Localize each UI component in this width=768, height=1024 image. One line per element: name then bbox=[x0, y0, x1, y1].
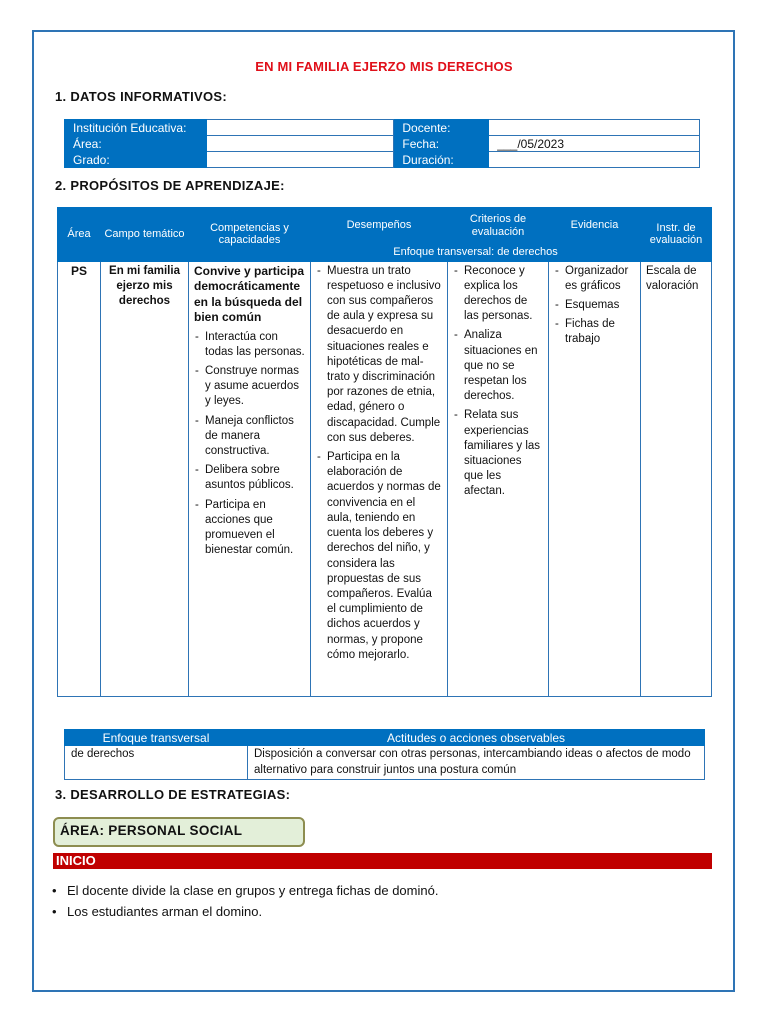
page-title: EN MI FAMILIA EJERZO MIS DERECHOS bbox=[255, 59, 513, 74]
header-desempenos: Desempeños bbox=[311, 208, 448, 244]
list-item: - Participa en acciones que promueven el bienestar común. bbox=[194, 498, 305, 559]
capacidades-list bbox=[194, 330, 305, 559]
cell-evidencia bbox=[549, 261, 641, 696]
list-item: - Maneja conflictos de manera constructiva. bbox=[194, 414, 305, 460]
cell-competencias bbox=[189, 261, 311, 696]
field-institucion[interactable] bbox=[206, 120, 394, 136]
enfoque-cell: de derechos bbox=[65, 746, 248, 780]
criterios-list bbox=[453, 264, 543, 500]
evidencia-list bbox=[554, 264, 635, 348]
cell-campo: En mi familia ejerzo mis derechos bbox=[101, 261, 189, 696]
list-item: • Los estudiantes arman el domino. bbox=[52, 903, 438, 920]
actitudes-header: Actitudes o acciones observables bbox=[248, 730, 705, 746]
list-item: - Analiza situaciones en que no se respetan los derechos. bbox=[453, 328, 543, 404]
inicio-bar: INICIO bbox=[53, 853, 712, 869]
field-duracion[interactable] bbox=[489, 152, 700, 168]
cell-area: PS bbox=[58, 261, 101, 696]
list-item: - Interactúa con todas las personas. bbox=[194, 330, 305, 360]
section-desarrollo: 3. DESARROLLO DE ESTRATEGIAS: bbox=[55, 787, 291, 802]
list-item: - Reconoce y explica los derechos de las personas. bbox=[453, 264, 543, 325]
cell-desempenos bbox=[311, 261, 448, 696]
competencia-title: Convive y participa democráticamente en la búsqueda del bien común bbox=[194, 263, 305, 325]
enfoque-header: Enfoque transversal bbox=[65, 730, 248, 746]
list-item: - Construye normas y asume acuerdos y leyes. bbox=[194, 364, 305, 410]
field-grado[interactable] bbox=[206, 152, 394, 168]
propositos-table bbox=[57, 207, 712, 697]
header-criterios: Criterios de evaluación bbox=[448, 208, 549, 244]
datos-table bbox=[64, 119, 700, 168]
cell-instrumento: Escala de valoración bbox=[641, 261, 712, 696]
header-campo: Campo temático bbox=[101, 208, 189, 262]
label-grado: Grado: bbox=[65, 152, 207, 168]
section-datos-informativos: 1. DATOS INFORMATIVOS: bbox=[55, 89, 227, 104]
section-propositos: 2. PROPÓSITOS DE APRENDIZAJE: bbox=[55, 178, 285, 193]
label-docente: Docente: bbox=[394, 120, 489, 136]
list-item: - Esquemas bbox=[554, 298, 635, 313]
label-fecha: Fecha: bbox=[394, 136, 489, 152]
list-item: - Delibera sobre asuntos públicos. bbox=[194, 463, 305, 493]
field-docente[interactable] bbox=[489, 120, 700, 136]
list-item: • El docente divide la clase en grupos y entrega fichas de dominó. bbox=[52, 882, 438, 899]
header-competencias: Competencias y capacidades bbox=[189, 208, 311, 262]
label-institucion: Institución Educativa: bbox=[65, 120, 207, 136]
actitudes-cell: Disposición a conversar con otras personas, intercambiando ideas o afectos de modo alternativo para construir juntos una postura común bbox=[248, 746, 705, 780]
list-item: - Organizador es gráficos bbox=[554, 264, 635, 294]
field-fecha[interactable]: ___/05/2023 bbox=[489, 136, 700, 152]
label-duracion: Duración: bbox=[394, 152, 489, 168]
desempenos-list bbox=[316, 264, 442, 663]
enfoque-table bbox=[64, 729, 705, 780]
list-item: - Fichas de trabajo bbox=[554, 317, 635, 347]
header-area: Área bbox=[58, 208, 101, 262]
cell-criterios bbox=[448, 261, 549, 696]
list-item: - Muestra un trato respetuoso e inclusivo con sus compañeros de aula y expresa su desacuerdo en situaciones reales e hipotéticas de mal-trato y discriminación por razones de etnia, edad, género o discapacidad. Cumple con sus deberes. bbox=[316, 264, 442, 446]
area-label-box: ÁREA: PERSONAL SOCIAL bbox=[53, 817, 305, 847]
label-area: Área: bbox=[65, 136, 207, 152]
field-area[interactable] bbox=[206, 136, 394, 152]
list-item: - Participa en la elaboración de acuerdos y normas de convivencia en el aula, teniendo en cuenta los deberes y derechos del niño, y considera las propuestas de sus compañeros. Evalúa el cumplimiento de dichos acuerdos y normas, y propone cómo mejorarlo. bbox=[316, 450, 442, 663]
enfoque-transversal-row: Enfoque transversal: de derechos bbox=[311, 244, 641, 262]
list-item: - Relata sus experiencias familiares y las situaciones que les afectan. bbox=[453, 408, 543, 499]
header-evidencia: Evidencia bbox=[549, 208, 641, 244]
inicio-list bbox=[52, 882, 438, 924]
header-instrumento: Instr. de evaluación bbox=[641, 208, 712, 262]
